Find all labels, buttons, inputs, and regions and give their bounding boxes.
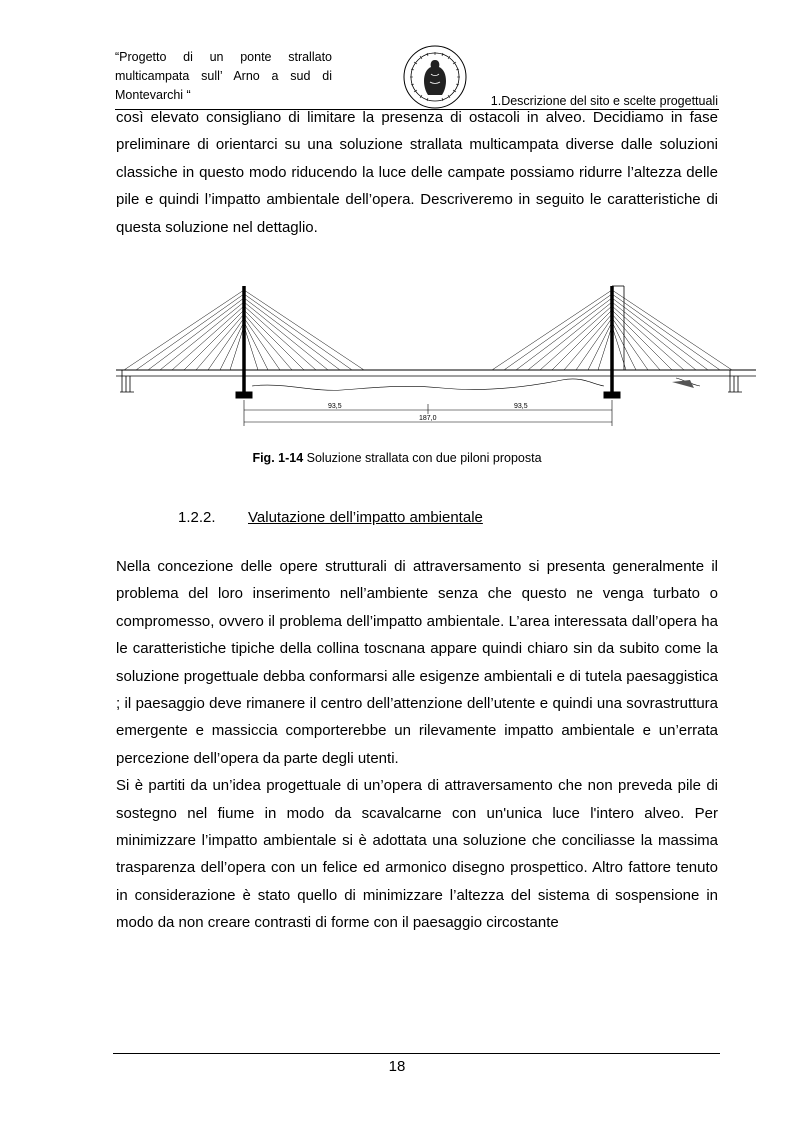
section-number: 1.2.2. xyxy=(178,509,216,526)
header-title-line-1: “Progetto di un ponte strallato xyxy=(115,50,332,64)
running-header-chapter: 1.Descrizione del sito e scelte progettuali xyxy=(490,94,718,108)
paragraph-environmental-impact: Nella concezione delle opere strutturali di attraversamento si presenta generalmente il problema del loro inserimento nell’ambiente senza che questo ne venga turbato o compromesso, ovvero il problema dell’impatto ambientale. L’area interessata dall’opera ha le caratteristiche tipiche della collina toscnana appare quindi chiaro sin da subito come la soluzione progettuale debba conformarsi alle esigenze ambientali e di tutela paesaggistica ; il paesaggio deve rimanere il centro dell’attenzione dell’utente e quindi una sovrastruttura emergente e massiccia comporterebbe un rilevamente impatto ambientale e un’errata percezione dell’opera da parte degli utenti. xyxy=(116,558,718,767)
page-number: 18 xyxy=(388,1058,406,1075)
dimension-label-total: 187,0 xyxy=(419,415,437,422)
paragraph-design-idea: Si è partiti da un’idea progettuale di un’opera di attraversamento che non preveda pile di sostegno nel fiume in modo da scavalcarne con un'unica luce l'intero alveo. Per minimizzare l’impatto ambientale si è adottata una soluzione che conciliasse la massima trasparenza dell’opera con un felice ed armonico disegno prospettico. Altro fattore tenuto in considerazione è stato quello di minimizzare l’altezza del sistema di sospensione in modo da non creare contrasti di forme con il paesaggio circostante xyxy=(116,777,718,932)
section-heading xyxy=(178,509,483,526)
header-title-line-3: Montevarchi “ xyxy=(115,88,191,102)
figure-caption-label: Fig. 1-14 xyxy=(252,451,304,465)
footer-divider xyxy=(113,1053,720,1054)
dimension-label-left: 93,5 xyxy=(328,403,342,410)
header-title-line-2: multicampata sull’ Arno a sud di xyxy=(115,69,332,83)
section-title: Valutazione dell’impatto ambientale xyxy=(248,509,483,526)
dimension-label-right: 93,5 xyxy=(514,403,528,410)
bridge-elevation-drawing xyxy=(116,282,756,432)
university-seal-logo xyxy=(402,44,468,110)
figure-caption xyxy=(0,451,794,465)
intro-paragraph-text: così elevato consigliano di limitare la presenza di ostacoli in alveo. Decidiamo in fase preliminare di orientarci su una soluzione strallata multicampata diverse dalle soluzioni classiche in questo modo riducendo la luce delle campate possiamo ridurre l’altezza delle pile e quindi l’impatto ambientale dell’opera. Descriveremo in seguito le caratteristiche di questa soluzione nel dettaglio. xyxy=(116,109,718,236)
running-header-title xyxy=(115,48,332,105)
figure-caption-text: Soluzione strallata con due piloni proposta xyxy=(303,451,542,465)
body-paragraphs xyxy=(116,553,718,937)
intro-paragraph xyxy=(116,104,718,241)
